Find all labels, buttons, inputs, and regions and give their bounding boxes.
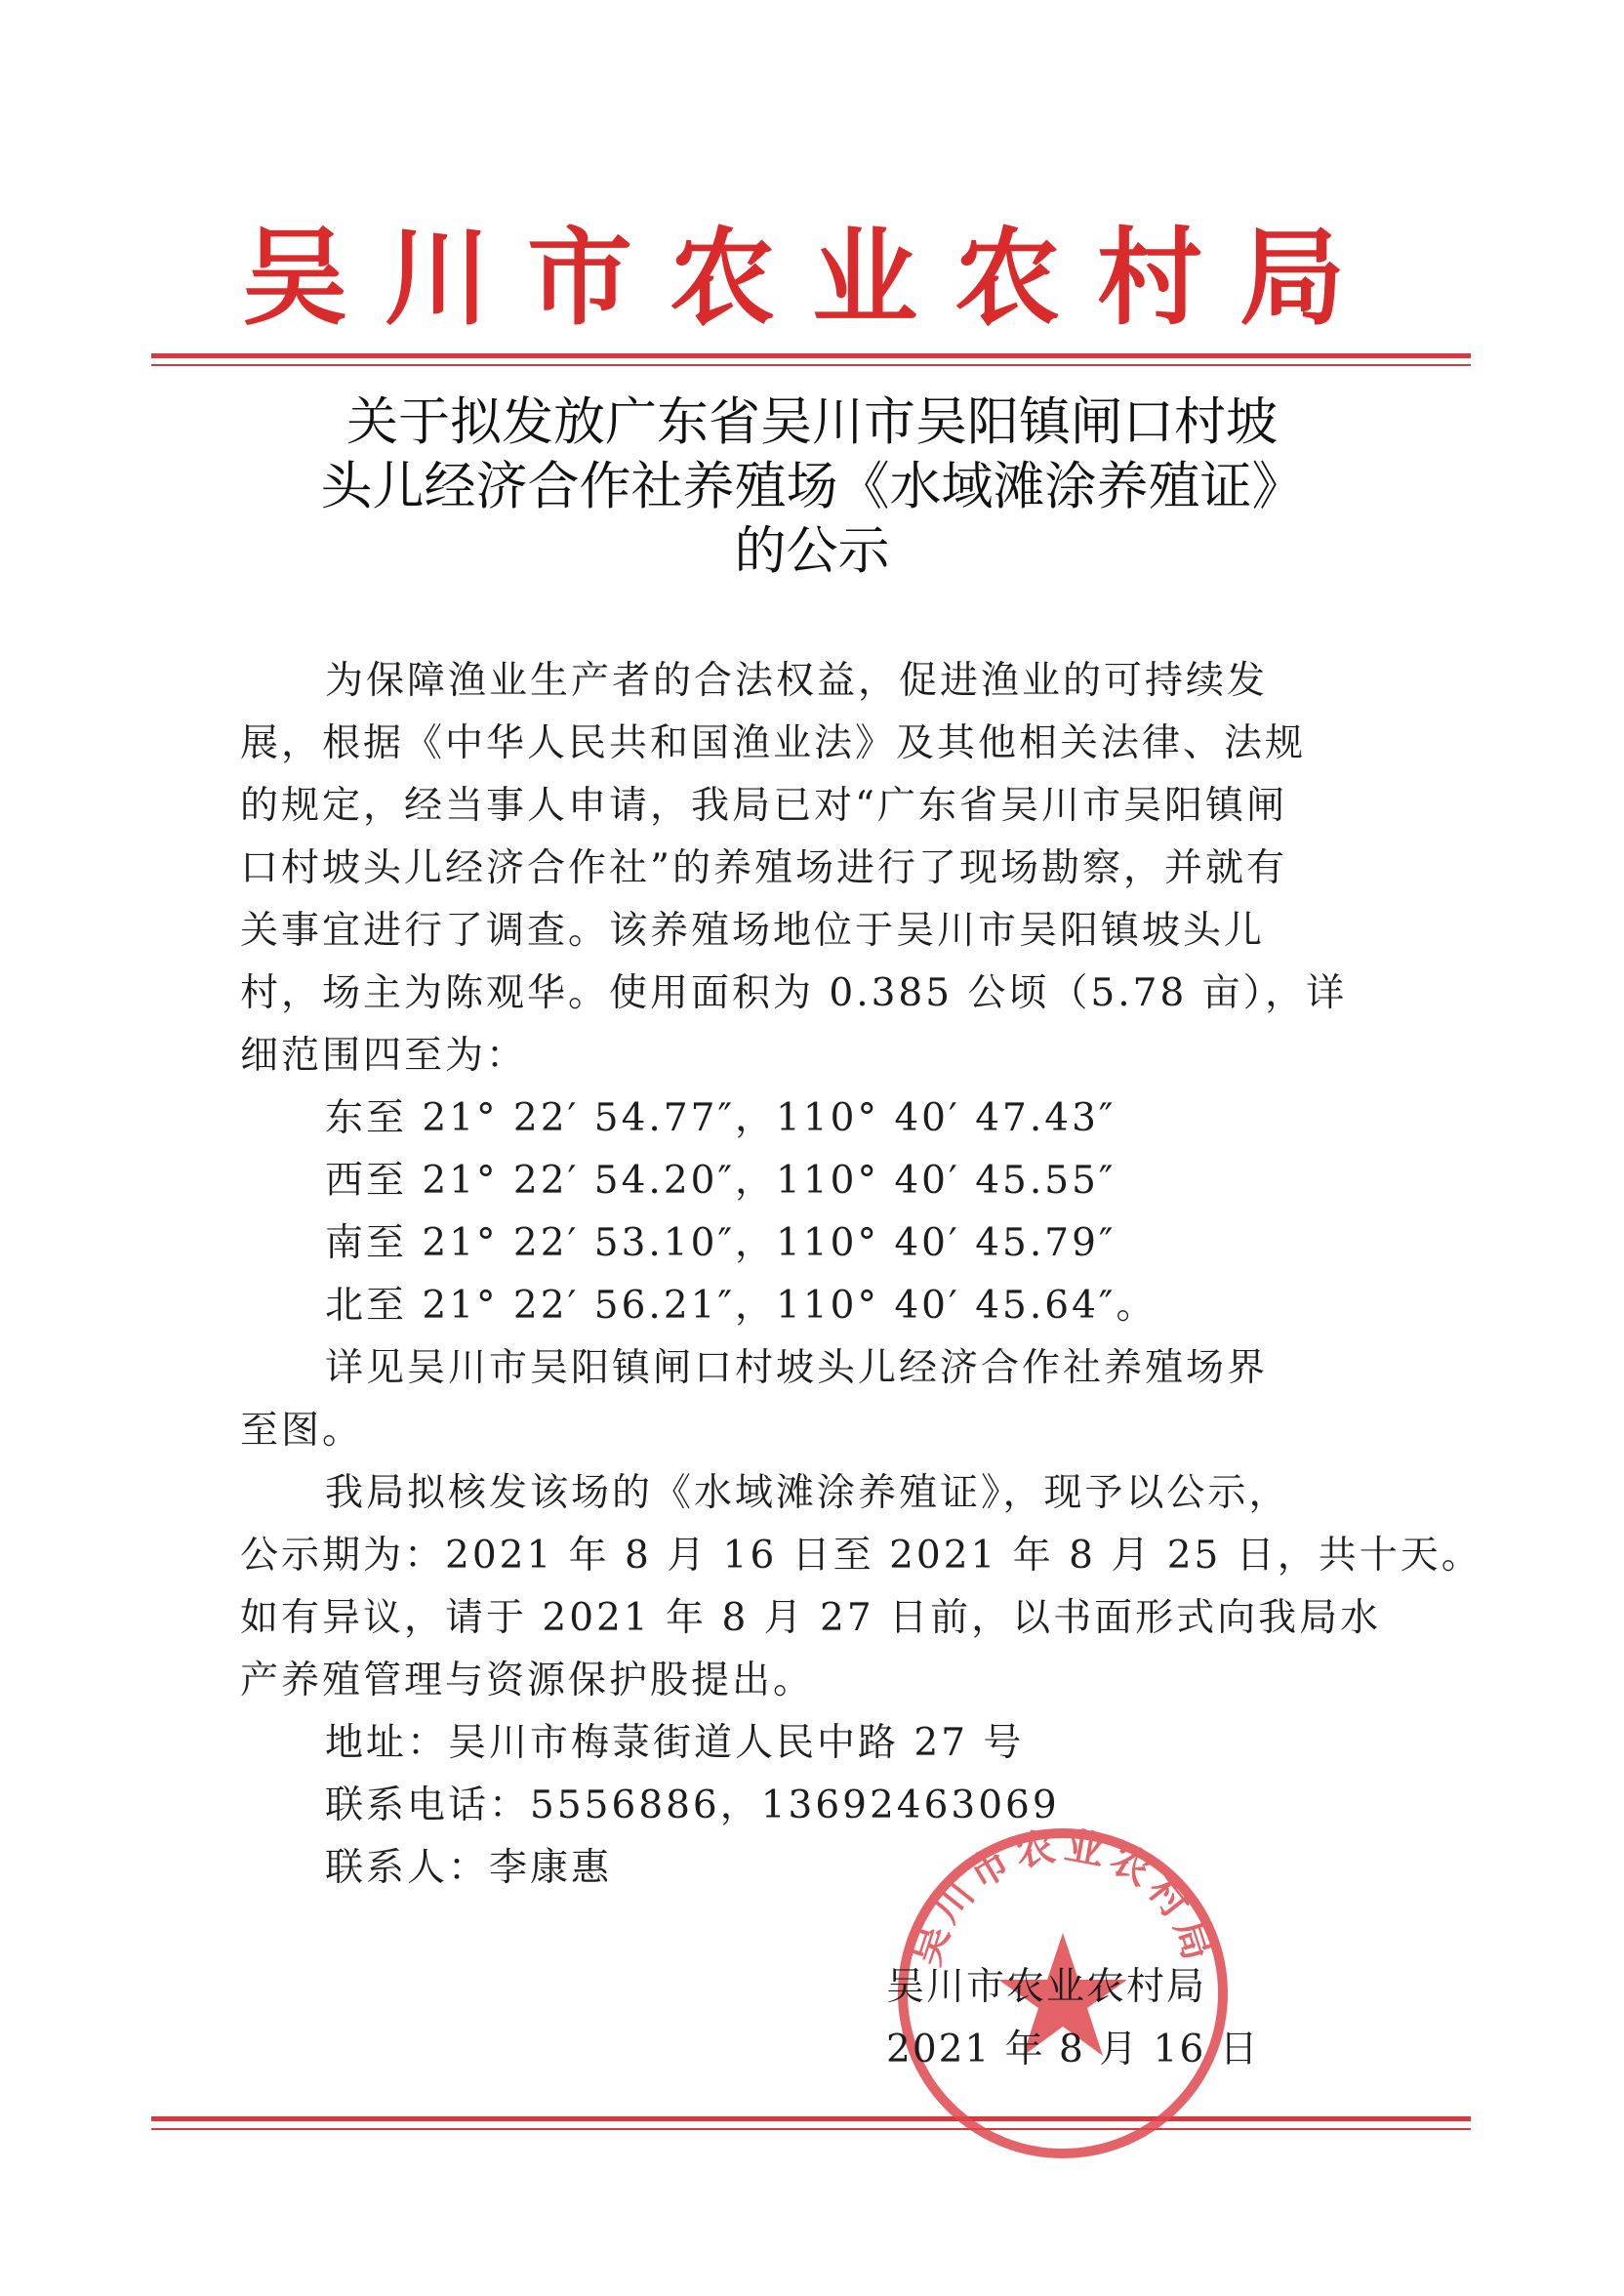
- body-line: 的规定，经当事人申请，我局已对“广东省吴川市吴阳镇闸: [240, 784, 1287, 828]
- body-line: 口村坡头儿经济合作社”的养殖场进行了现场勘察，并就有: [240, 846, 1287, 890]
- seal-text: 吴川市农业农村局: [902, 1824, 1224, 1972]
- body-line: 展，根据《中华人民共和国渔业法》及其他相关法律、法规: [240, 721, 1307, 765]
- title-line: 关于拟发放广东省吴川市吴阳镇闸口村坡: [346, 392, 1278, 452]
- body-line: 详见吴川市吴阳镇闸口村坡头儿经济合作社养殖场界: [325, 1346, 1269, 1390]
- signature-date: 2021 年 8 月 16 日: [886, 2028, 1260, 2071]
- boundary-east: 东至 21° 22′ 54.77″，110° 40′ 47.43″: [325, 1096, 1116, 1140]
- boundary-west: 西至 21° 22′ 54.20″，110° 40′ 45.55″: [325, 1159, 1116, 1203]
- boundary-north: 北至 21° 22′ 56.21″，110° 40′ 45.64″。: [325, 1284, 1157, 1328]
- header-rule-thick: [151, 353, 1471, 358]
- body-line: 关事宜进行了调查。该养殖场地位于吴川市吴阳镇坡头儿: [240, 909, 1266, 953]
- body-line: 为保障渔业生产者的合法权益，促进渔业的可持续发: [325, 659, 1269, 703]
- agency-header: 吴川市农业农村局: [241, 217, 1382, 340]
- signature-org: 吴川市农业农村局: [886, 1965, 1207, 2009]
- phone: 联系电话：5556886，13692463069: [325, 1784, 1060, 1827]
- body-line: 细范围四至为：: [240, 1034, 528, 1078]
- header-rule-thin: [151, 364, 1471, 366]
- title-line: 头儿经济合作社养殖场《水域滩涂养殖证》: [320, 457, 1304, 516]
- body-line: 我局拟核发该场的《水域滩涂养殖证》，现予以公示，: [325, 1471, 1290, 1515]
- body-line: 产养殖管理与资源保护股提出。: [240, 1659, 815, 1702]
- footer-rule-thick: [151, 2116, 1471, 2121]
- notice-title: [166, 390, 1458, 584]
- contact-person: 联系人：李康惠: [325, 1846, 613, 1890]
- body-line: 公示期为：2021 年 8 月 16 日至 2021 年 8 月 25 日，共十天。: [240, 1534, 1482, 1578]
- footer-rule-thin: [151, 2128, 1471, 2130]
- body-line: 至图。: [240, 1409, 364, 1453]
- body-line: 村，场主为陈观华。使用面积为 0.385 公顷（5.78 亩），详: [240, 971, 1348, 1015]
- boundary-south: 南至 21° 22′ 53.10″，110° 40′ 45.79″: [325, 1221, 1116, 1265]
- address: 地址：吴川市梅菉街道人民中路 27 号: [325, 1721, 1025, 1765]
- title-line: 的公示: [734, 521, 890, 581]
- body-line: 如有异议，请于 2021 年 8 月 27 日前，以书面形式向我局水: [240, 1596, 1382, 1640]
